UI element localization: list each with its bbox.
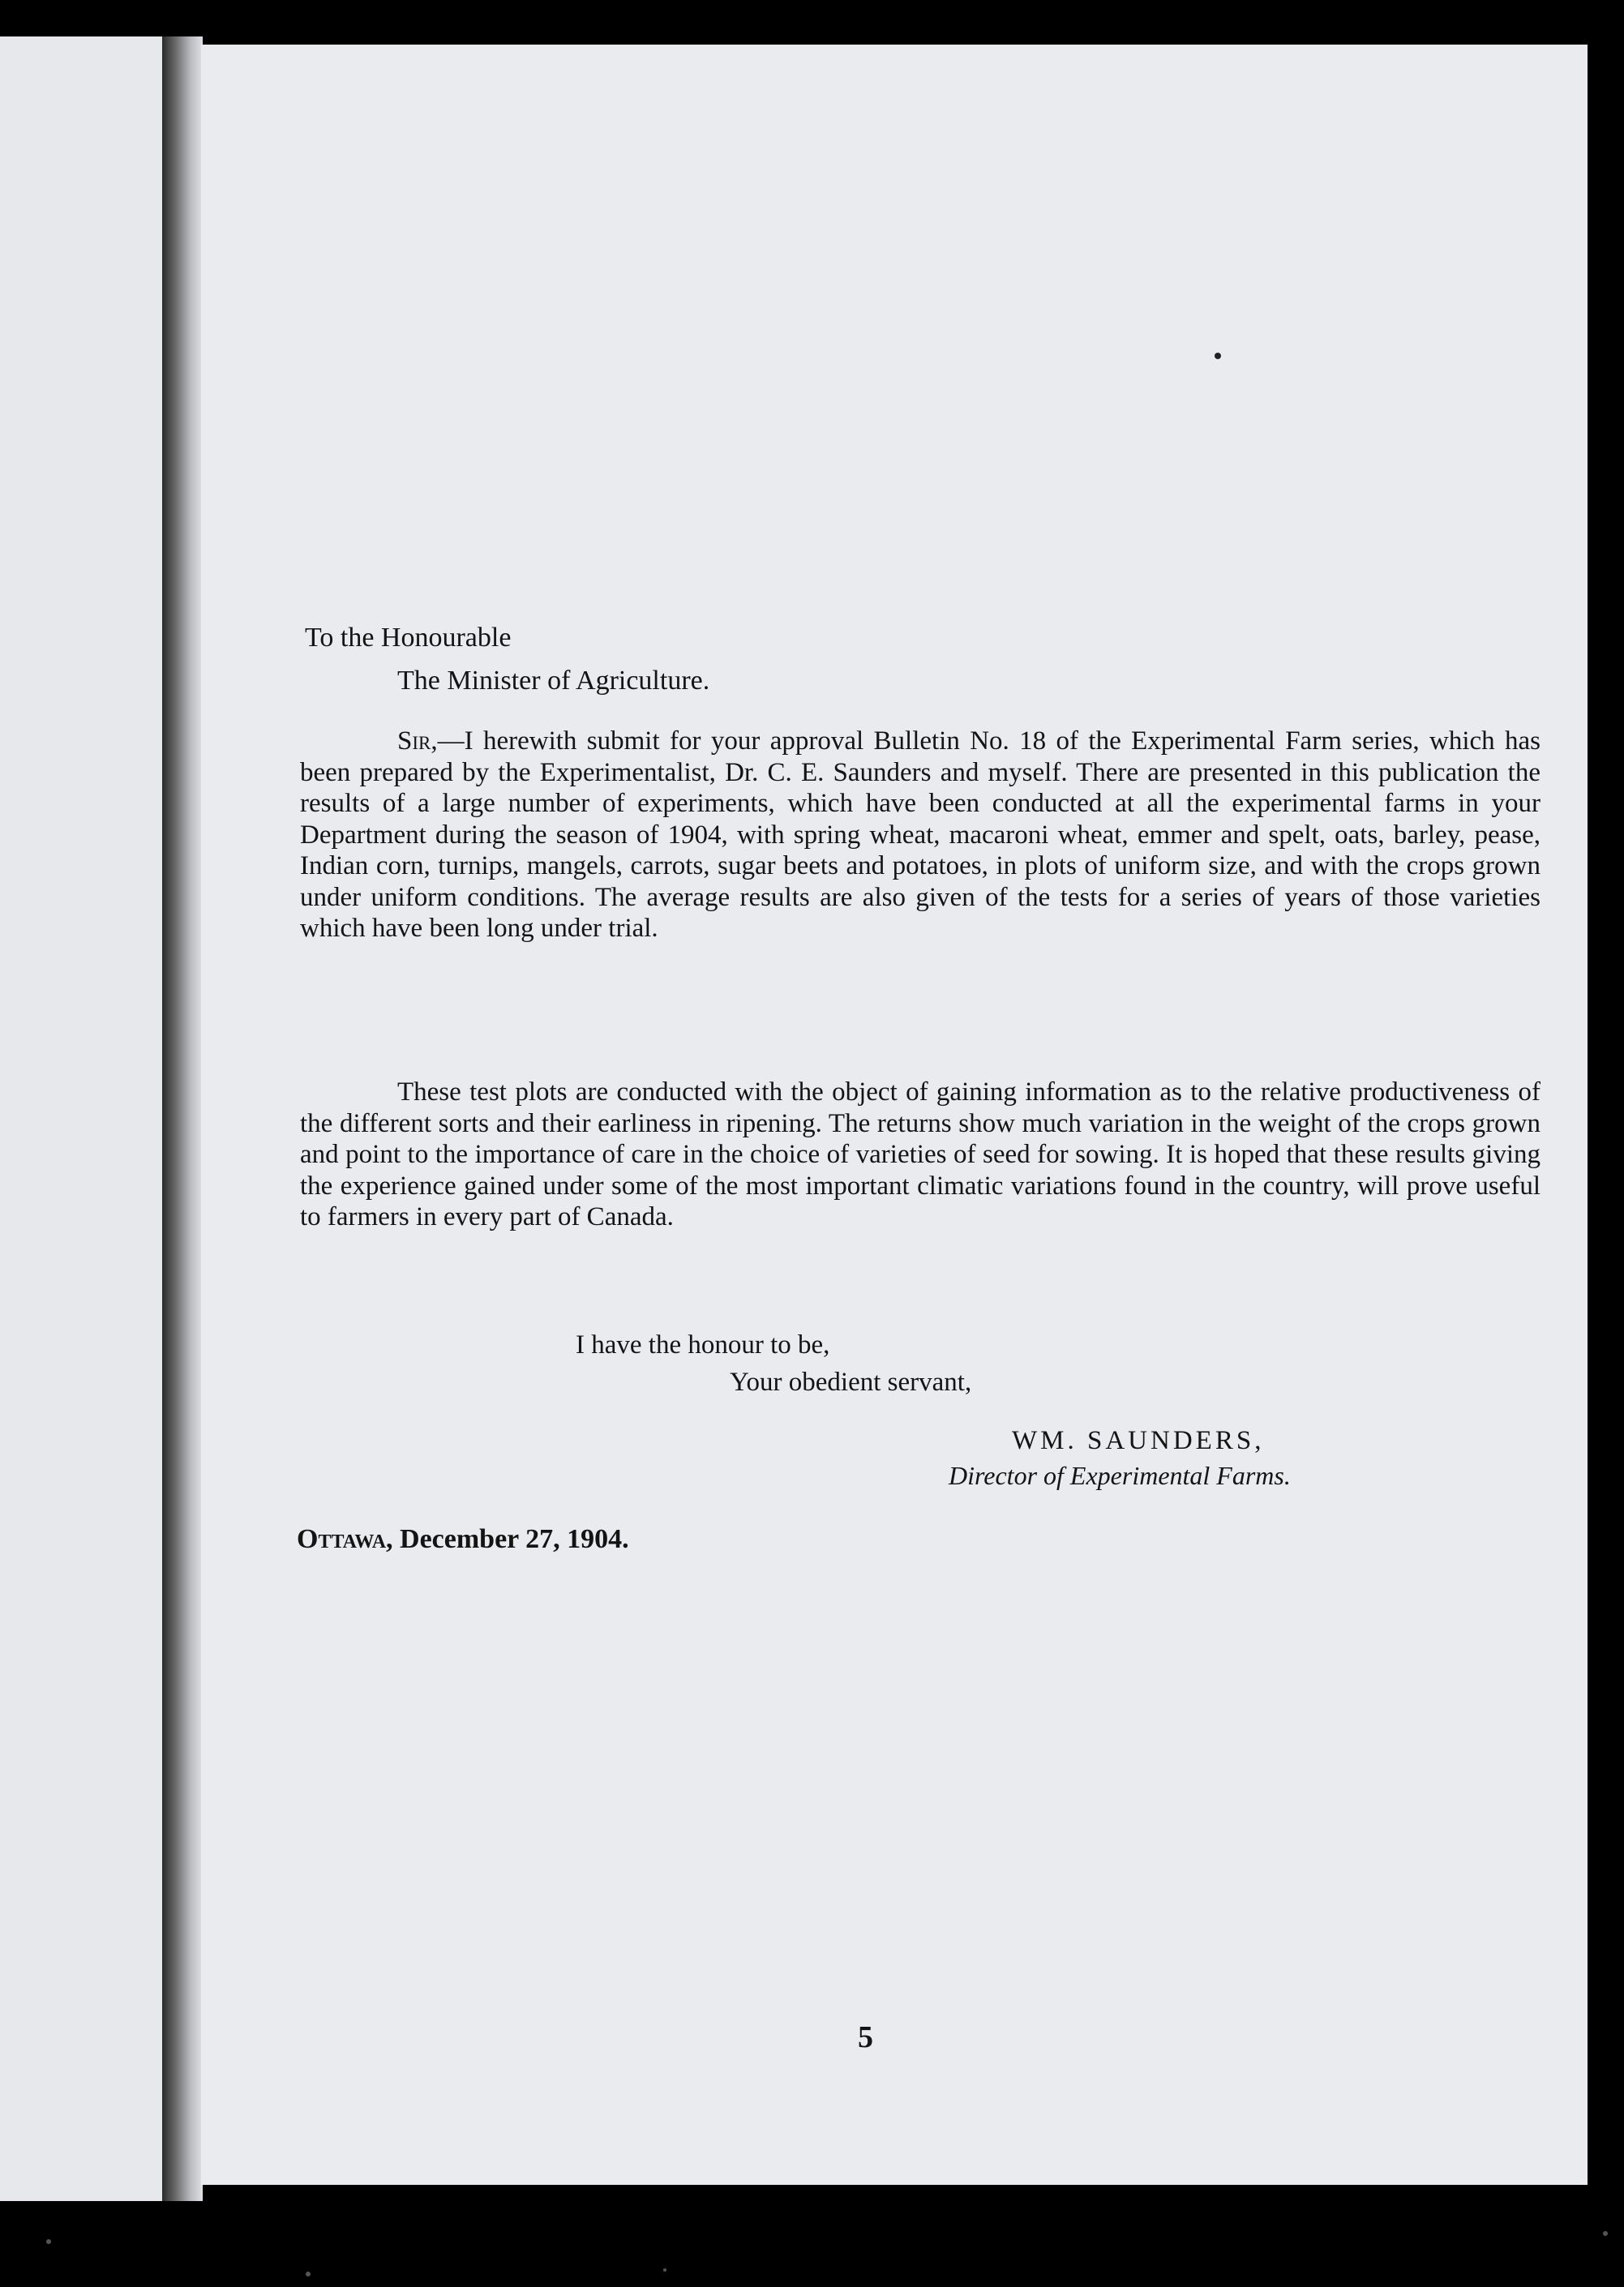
date: December 27, 1904. xyxy=(400,1524,629,1554)
speck xyxy=(46,2239,51,2244)
speck xyxy=(306,2272,311,2276)
speck xyxy=(1603,2231,1608,2236)
date-line xyxy=(297,1524,629,1555)
date-place: Ottawa, xyxy=(297,1524,393,1554)
speck xyxy=(663,2268,666,2272)
letter-page xyxy=(201,45,1588,2185)
ink-speck xyxy=(1215,353,1221,359)
paragraph-1 xyxy=(300,726,1540,944)
book-gutter xyxy=(162,36,203,2201)
paragraph-1-body: —I herewith submit for your approval Bulletin No. 18 of the Experimental Farm series, which has been prepared by the Experimentalist, Dr. C. E. Saunders and myself. There are presented in this publication the results of a large number of experiments, which have been conducted at all the experimental farms in your Department during the season of 1904, with spring wheat, macaroni wheat, emmer and spelt, oats, barley, pease, Indian corn, turnips, mangels, carrots, sugar beets and potatoes, in plots of uniform size, and with the crops grown under uniform conditions. The average results are also given of the tests for a series of years of those varieties which have been long under trial. xyxy=(300,726,1540,943)
address-line-2: The Minister of Agriculture. xyxy=(397,666,710,696)
scan-noise xyxy=(0,2225,1624,2287)
salutation: Sir, xyxy=(397,726,438,756)
address-line-1: To the Honourable xyxy=(305,623,512,653)
signature-name: WM. SAUNDERS, xyxy=(1012,1426,1265,1455)
closing-line-1: I have the honour to be, xyxy=(576,1330,830,1360)
signature-title: Director of Experimental Farms. xyxy=(949,1461,1291,1490)
closing-line-2: Your obedient servant, xyxy=(730,1368,972,1397)
facing-page-edge xyxy=(0,36,162,2201)
paragraph-2: These test plots are conducted with the object of gaining information as to the relative productiveness of the different sorts and their earliness in ripening. The returns show much variation in the weight of the crops grown and point to the importance of care in the choice of varieties of seed for sowing. It is hoped that these results giving the experience gained under some of the most important climatic variations found in the country, will prove useful to farmers in every part of Canada. xyxy=(300,1077,1540,1231)
page-number: 5 xyxy=(858,2020,873,2054)
